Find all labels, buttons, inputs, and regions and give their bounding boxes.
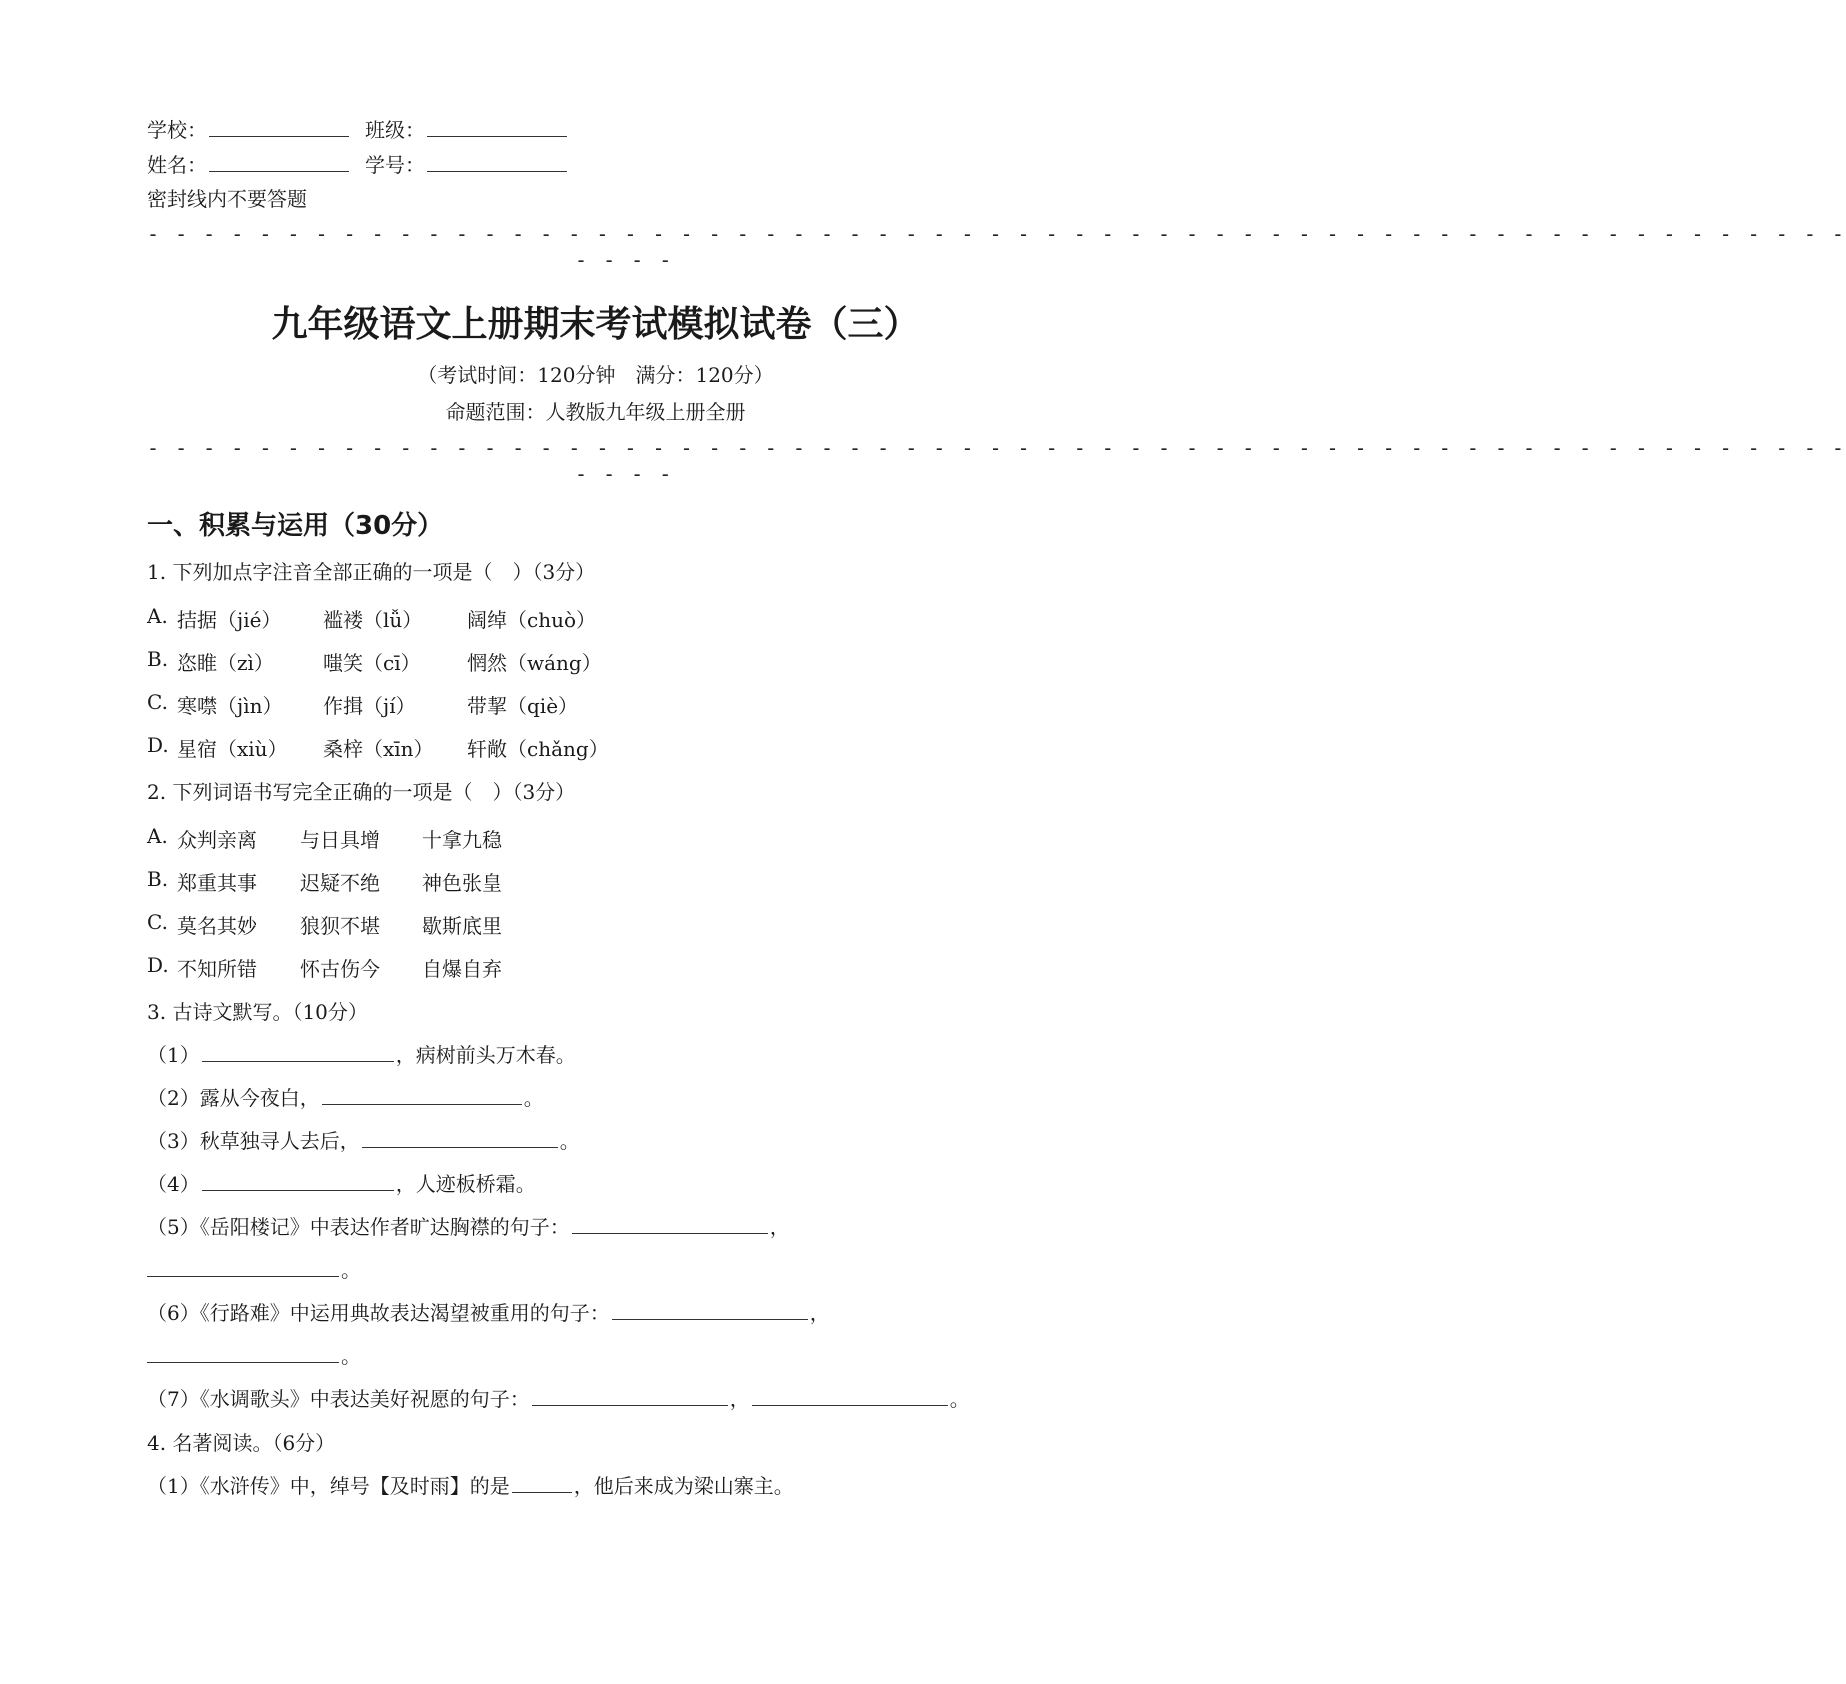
option-item: 褴褛（lǚ） [323,608,423,632]
class-blank[interactable] [427,118,567,137]
line-text: 露从今夜白， [199,1086,320,1110]
option-item: 轩敞（chǎng） [467,737,609,761]
option-letter: B. [147,867,169,891]
school-field [147,118,351,142]
option-item: 寒噤（jìn） [177,694,283,718]
class-label: 班级： [365,118,425,142]
option-item: 歇斯底里 [422,914,502,938]
q2-stem: 2. 下列词语书写完全正确的一项是（ ）（3分） [147,780,576,804]
q3-line-5-cont [147,1258,361,1282]
option-letter: A. [147,824,168,848]
option-item: 迟疑不绝 [300,871,380,895]
option-letter: D. [147,733,169,757]
option-item: 自爆自弃 [422,957,502,981]
section-heading: 一、积累与运用（30分） [147,511,444,541]
class-field [365,118,569,142]
line-text: 《水浒传》中，绰号【及时雨】的是 [199,1474,510,1498]
q1-stem: 1. 下列加点字注音全部正确的一项是（ ）（3分） [147,560,596,584]
option-letter: D. [147,953,169,977]
answer-blank[interactable] [532,1387,728,1406]
q3-line-3 [147,1129,580,1153]
option-letter: C. [147,910,168,934]
option-item: 嗤笑（cī） [323,651,421,675]
line-comma: ， [729,1387,750,1411]
q3-line-4 [147,1172,536,1196]
option-item: 与日具增 [300,828,380,852]
line-number: （2） [147,1086,200,1110]
answer-blank[interactable] [147,1344,339,1363]
line-comma: ， [769,1215,790,1239]
seal-dashed-line: - - - - - - - - - - - - - - - - - - - - - - - - - - - - - - - - - - - - - - - - - - - - - - - - - - - - - - - - - - - - - [147,222,1846,246]
seal-notice: 密封线内不要答题 [147,187,307,211]
option-item: 莫名其妙 [177,914,257,938]
title-dashed-line-tail: - - - - [575,462,674,486]
q3-line-1 [147,1043,576,1067]
line-text: 秋草独寻人去后， [199,1129,360,1153]
q4-stem: 4. 名著阅读。（6分） [147,1431,336,1455]
option-letter: B. [147,647,169,671]
q3-stem: 3. 古诗文默写。（10分） [147,1000,368,1024]
answer-blank[interactable] [612,1301,808,1320]
line-number: （5） [147,1215,200,1239]
exam-scope: 命题范围：人教版九年级上册全册 [445,400,746,424]
name-field [147,153,351,177]
answer-blank[interactable] [147,1258,339,1277]
line-text: ，他后来成为梁山寨主。 [573,1474,794,1498]
line-text: ，人迹板桥霜。 [395,1172,536,1196]
q3-line-6 [147,1301,830,1325]
q3-line-5 [147,1215,790,1239]
line-end: 。 [523,1086,544,1110]
seal-dashed-line-tail: - - - - [575,248,674,272]
number-label: 学号： [365,153,425,177]
line-comma: ， [809,1301,830,1325]
exam-title: 九年级语文上册期末考试模拟试卷（三） [271,304,920,345]
answer-blank[interactable] [202,1172,394,1191]
line-number: （6） [147,1301,200,1325]
line-text: 《行路难》中运用典故表达渴望被重用的句子： [199,1301,610,1325]
school-label: 学校： [147,118,207,142]
q3-line-2 [147,1086,544,1110]
line-text: ，病树前头万木春。 [395,1043,576,1067]
answer-blank[interactable] [512,1474,572,1493]
option-item: 不知所错 [177,957,257,981]
name-blank[interactable] [209,153,349,172]
school-blank[interactable] [209,118,349,137]
line-end: 。 [949,1387,970,1411]
option-item: 拮据（jié） [177,608,282,632]
option-item: 怀古伤今 [300,957,380,981]
line-text: 《岳阳楼记》中表达作者旷达胸襟的句子： [199,1215,570,1239]
option-item: 阔绰（chuò） [467,608,597,632]
answer-blank[interactable] [362,1129,558,1148]
option-item: 惘然（wáng） [467,651,602,675]
line-end: 。 [341,1258,361,1282]
answer-blank[interactable] [322,1086,522,1105]
option-item: 十拿九稳 [422,828,502,852]
exam-info: （考试时间：120分钟 满分：120分） [417,363,774,387]
line-number: （4） [147,1172,200,1196]
option-item: 星宿（xiù） [177,737,288,761]
option-item: 众判亲离 [177,828,257,852]
title-dashed-line: - - - - - - - - - - - - - - - - - - - - - - - - - - - - - - - - - - - - - - - - - - - - - - - - - - - - - - - - - - - - - [147,436,1846,460]
q3-line-7 [147,1387,970,1411]
option-item: 郑重其事 [177,871,257,895]
option-item: 狼狈不堪 [300,914,380,938]
q4-line-1 [147,1474,794,1498]
line-number: （7） [147,1387,200,1411]
option-letter: C. [147,690,168,714]
q3-line-6-cont [147,1344,361,1368]
line-end: 。 [559,1129,580,1153]
line-text: 《水调歌头》中表达美好祝愿的句子： [199,1387,530,1411]
line-end: 。 [341,1344,361,1368]
number-blank[interactable] [427,153,567,172]
option-item: 神色张皇 [422,871,502,895]
option-letter: A. [147,604,168,628]
line-number: （1） [147,1043,200,1067]
answer-blank[interactable] [752,1387,948,1406]
option-item: 桑梓（xīn） [323,737,434,761]
name-label: 姓名： [147,153,207,177]
answer-blank[interactable] [572,1215,768,1234]
line-number: （3） [147,1129,200,1153]
option-item: 恣睢（zì） [177,651,274,675]
option-item: 带挈（qiè） [467,694,579,718]
line-number: （1） [147,1474,200,1498]
number-field [365,153,569,177]
answer-blank[interactable] [202,1043,394,1062]
option-item: 作揖（jí） [323,694,416,718]
